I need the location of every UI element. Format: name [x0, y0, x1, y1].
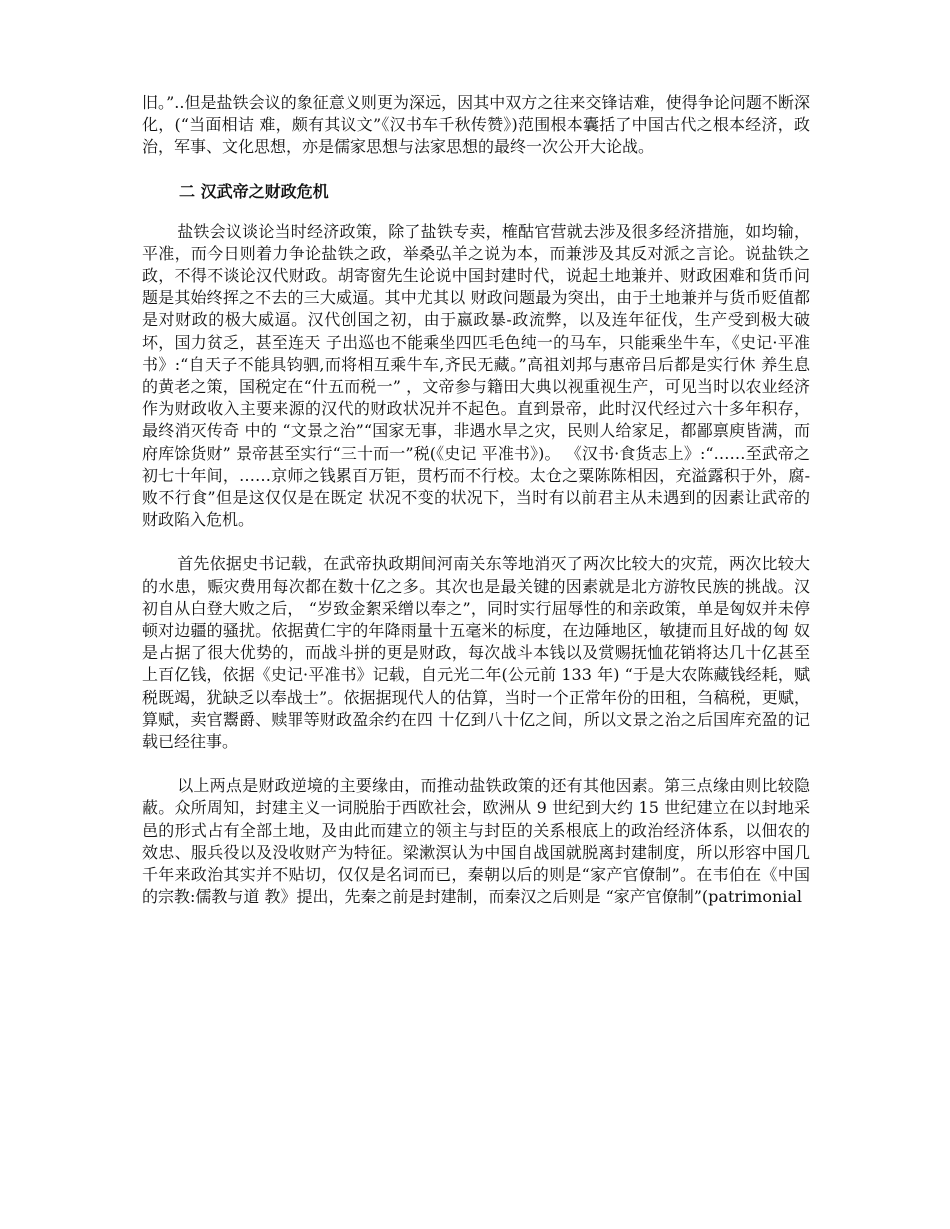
body-paragraph-2: 首先依据史书记载，在武帝执政期间河南关东等地消灭了两次比较大的灾荒，两次比较大的水患，赈灾费用每次都在数十亿之多。其次也是最关键的因素就是北方游牧民族的挑战。汉初自从白登大败之后， “岁致金絮采缯以奉之”，同时实行屈辱性的和亲政策，单是匈奴并未停顿对边疆的骚扰。依据黄仁宇的年降雨量十五毫米的标度，在边陲地区，敏捷而且好战的匈 奴是占据了很大优势的，而战斗拼的更是财政，每次战斗本钱以及赏赐抚恤花销将达几十亿甚至上百亿钱，依据《史记·平准书》记载，自元光二年(公元前 133 年) “于是大农陈藏钱经耗，赋税既竭，犹缺乏以奉战士”。依据据现代人的估算，当时一个正常年份的田租，刍稿税，更赋，算赋，卖官鬻爵、赎罪等财政盈余约在四 十亿到八十亿之间，所以文景之治之后国库充盈的记载已经往事。	[142, 554, 810, 752]
body-paragraph-1: 盐铁会议谈论当时经济政策，除了盐铁专卖，榷酤官营就去涉及很多经济措施，如均输，平准，而今日则着力争论盐铁之政，举桑弘羊之说为本，而兼涉及其反对派之言论。说盐铁之政，不得不谈论汉代财政。胡寄窗先生论说中国封建时代，说起土地兼并、财政困难和货币问题是其始终挥之不去的三大威逼。其中尤其以 财政问题最为突出，由于土地兼并与货币贬值都是对财政的极大威逼。汉代创国之初，由于嬴政暴-政流弊，以及连年征伐，生产受到极大破坏，国力贫乏，甚至连天 子出巡也不能乘坐四匹毛色纯一的马车，只能乘坐牛车，《史记·平准书》:“自天子不能具钧驷,而将相互乘牛车,齐民无藏。”高祖刘邦与惠帝吕后都是实行休 养生息的黄老之策，国税定在“什五而税一” ，文帝参与籍田大典以视重视生产，可见当时以农业经济作为财政收入主要来源的汉代的财政状况并不起色。直到景帝，此时汉代经过六十多年积存，最终消灭传奇 中的 “文景之治”“国家无事，非遇水旱之灾，民则人给家足，都鄙禀庾皆满，而府库馀货财” 景帝甚至实行“三十而一”税(《史记 平准书》)。 《汉书·食货志上》:“……至武帝之初七十年间，……京师之钱累百万钜，贯朽而不行校。太仓之粟陈陈相因，充溢露积于外，腐-败不行食”但是这仅仅是在既定 状况不变的状况下，当时有以前君主从未遇到的因素让武帝的财政陷入危机。	[142, 221, 810, 530]
paragraph-gap	[142, 753, 810, 775]
intro-paragraph: 旧。”..但是盐铁会议的象征意义则更为深远，因其中双方之往来交锋诘难，使得争论问题不断深化，(“当面相诘 难，颇有其议文”《汉书车千秋传赞》)范围根本囊括了中国古代之根本经济，政治，军事、文化思想，亦是儒家思想与法家思想的最终一次公开大论战。	[142, 93, 810, 157]
paragraph-gap	[142, 531, 810, 553]
section-heading: 二 汉武帝之财政危机	[179, 181, 329, 201]
document-page	[142, 92, 810, 909]
body-paragraph-3: 以上两点是财政逆境的主要缘由，而推动盐铁政策的还有其他因素。第三点缘由则比较隐蔽。众所周知，封建主义一词脱胎于西欧社会，欧洲从 9 世纪到大约 15 世纪建立在以封地采邑的形式占有全部土地，及由此而建立的领主与封臣的关系根底上的政治经济体系，以佃农的效忠、服兵役以及没收财产为特征。梁漱溟认为中国自战国就脱离封建制度，所以形容中国几千年来政治其实并不贴切，仅仅是名词而已，秦朝以后的则是“家产官僚制”。在韦伯在《中国的宗教:儒教与道 教》提出，先秦之前是封建制，而秦汉之后则是 “家产官僚制”(patrimonial	[142, 776, 810, 907]
